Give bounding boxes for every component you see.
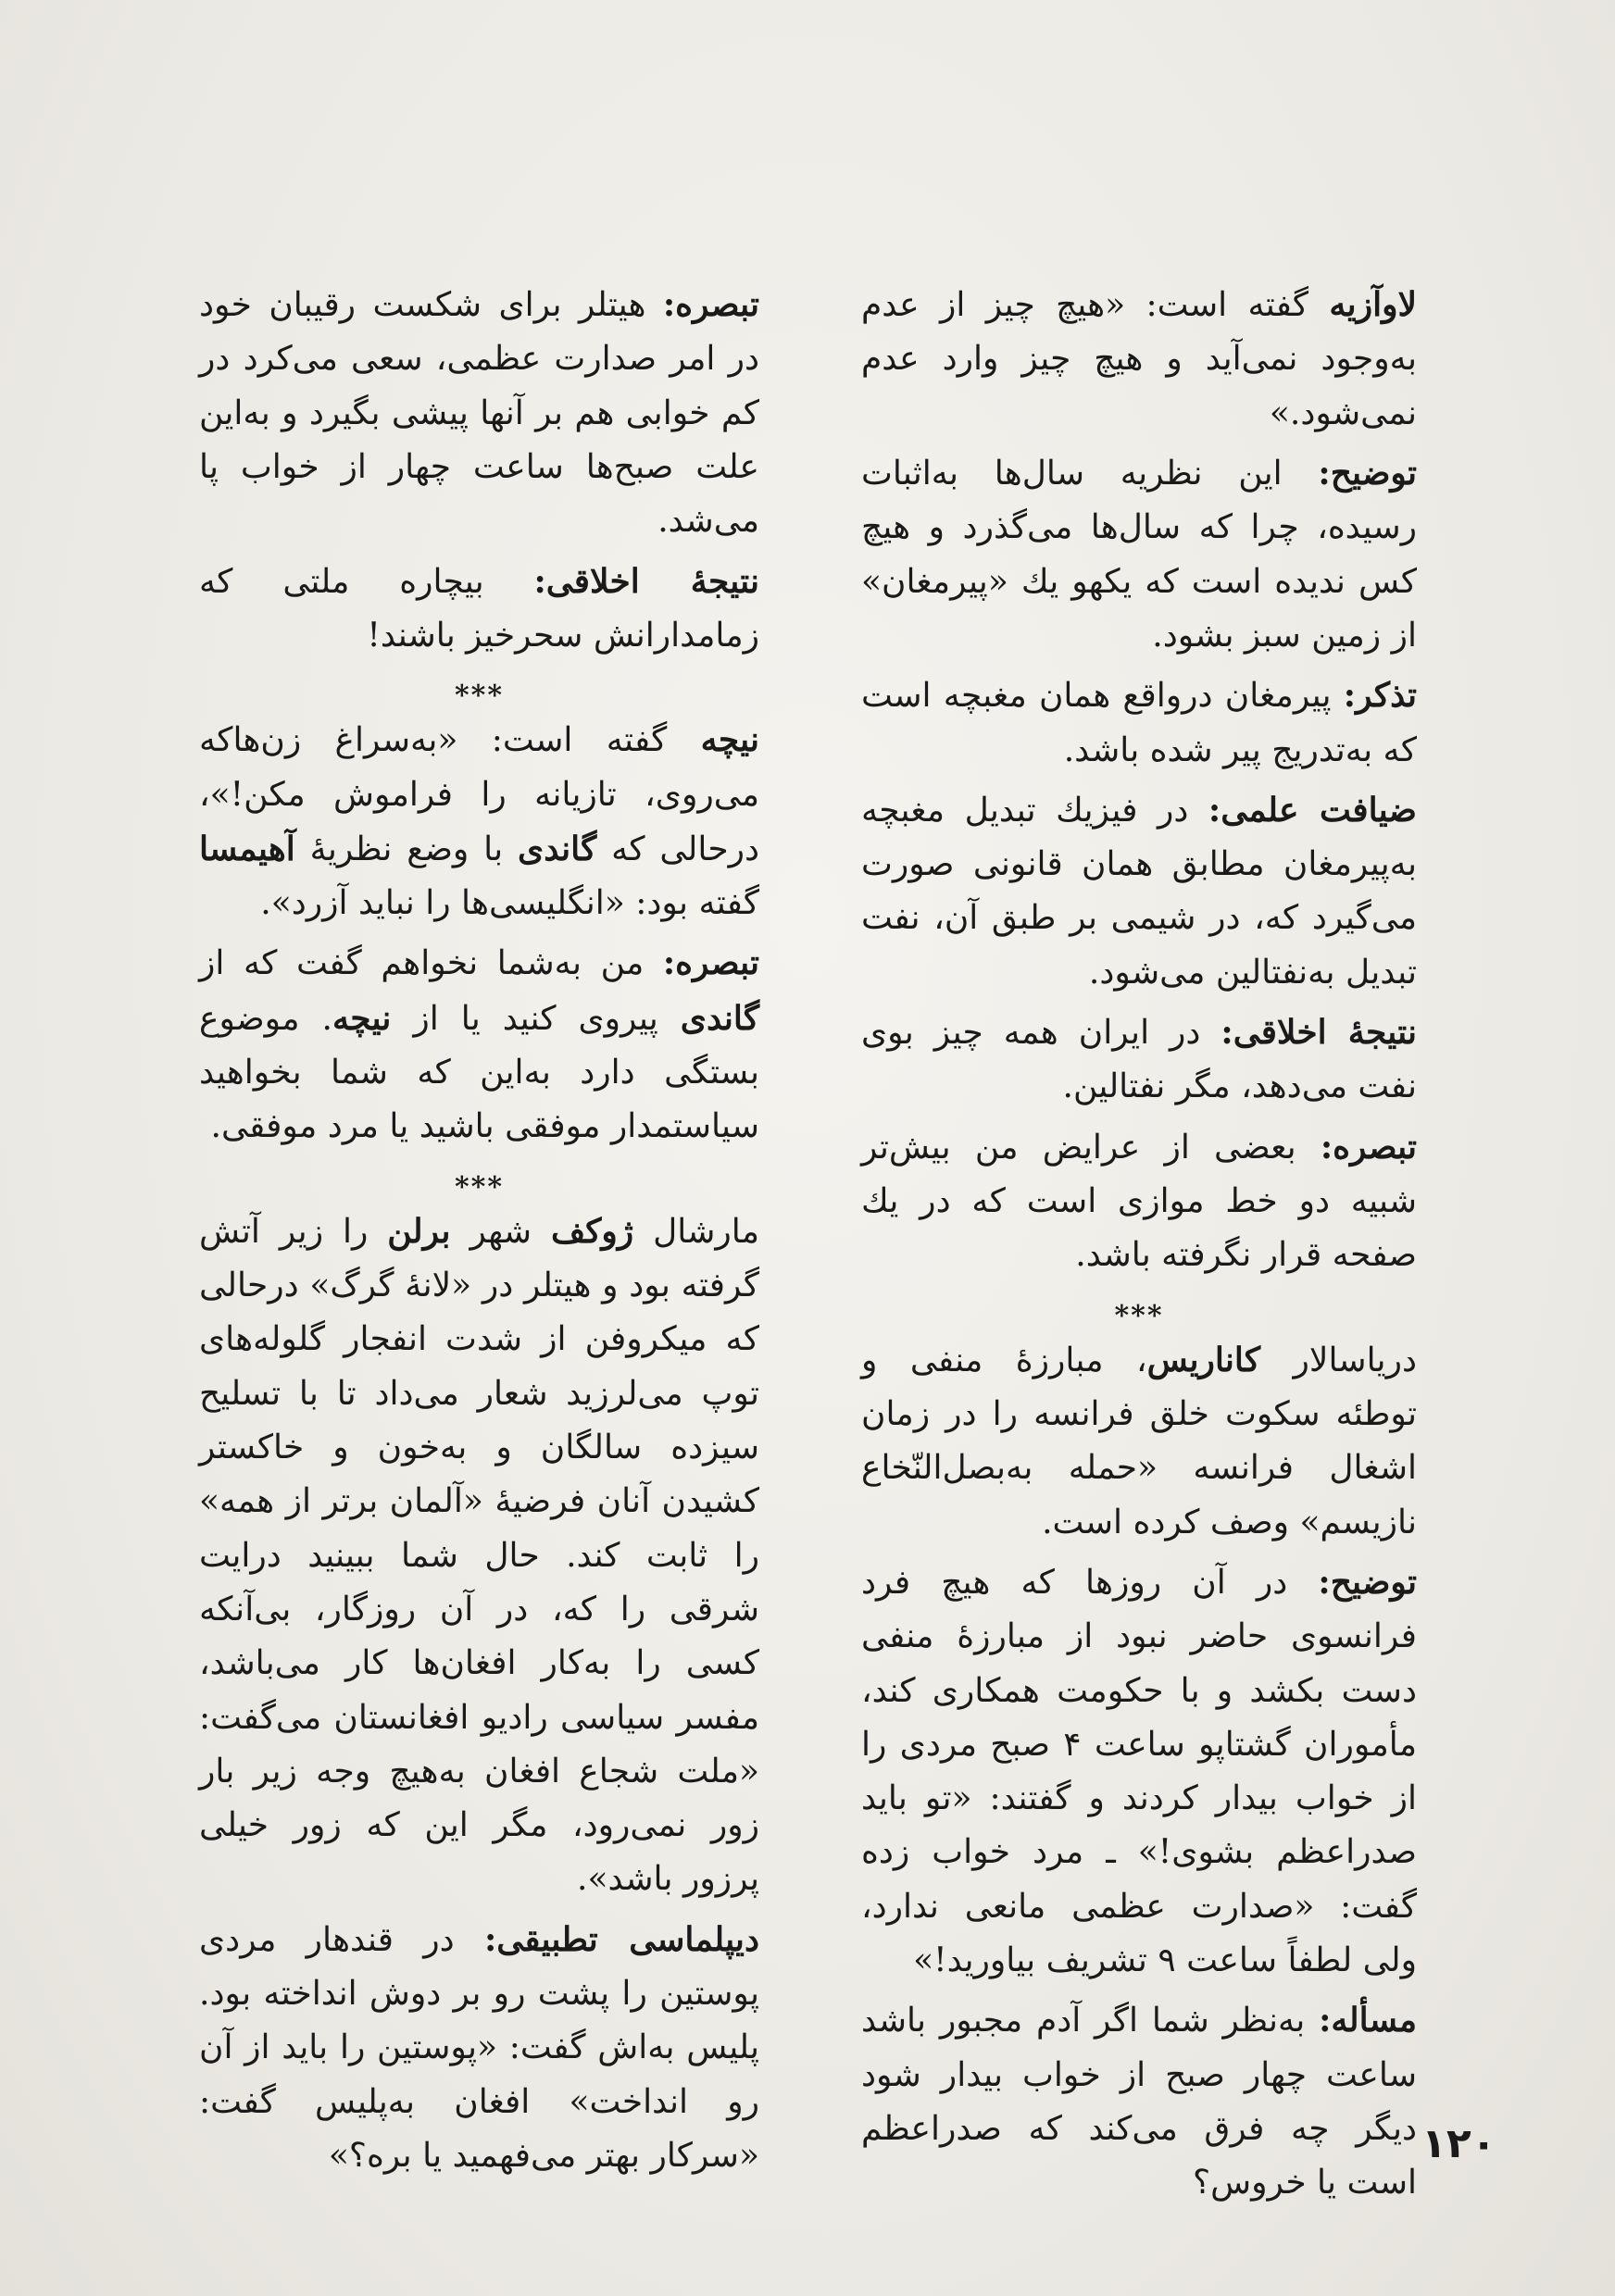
paragraph-text: پیرمغان درواقع همان مغبچه است که به‌تدریج پیر شده باشد.: [861, 677, 1417, 769]
paragraph: [199, 1913, 759, 2184]
term: تذکر:: [1343, 676, 1417, 716]
term: گاندی: [680, 998, 759, 1038]
paragraph: [861, 783, 1417, 1000]
paragraph-text: هیتلر برای شکست رقیبان خود در امر صدارت عظمی، سعی می‌کرد در کم خوابی هم بر آنها پیشی بگیرد و به‌این علت صبح‌ها ساعت چهار از خواب پا می‌شد.: [199, 286, 759, 541]
term: گاندی: [518, 829, 597, 868]
paragraph: [199, 278, 759, 549]
paragraph: [861, 1005, 1417, 1115]
term: نتیجهٔ اخلاقی:: [1221, 1013, 1417, 1053]
term: ژوکف: [550, 1211, 634, 1251]
term: تبصره:: [662, 943, 759, 983]
paragraph: [199, 555, 759, 664]
term: مسأله:: [1319, 2001, 1417, 2040]
paragraph-text: در آن روزها که هیچ فرد فرانسوی حاضر نبود از مبارزهٔ منفی دست بکشد و با حکومت همکاری کند، مأموران گشتاپو ساعت ۴ صبح مردی را از خواب بیدار کردند و گفتند: «تو باید صدراعظم بشوی!» ـ مرد خواب زده گفت: «صدارت عظمی مانعی ندارد، ولی لطفاً ساعت ۹ تشریف بیاورید!»: [861, 1563, 1418, 1980]
paragraph-text: بیچاره ملتی که زمامدارانش سحرخیز باشند!: [199, 562, 759, 655]
paragraph-text: گفته است: «هیچ چیز از عدم به‌وجود نمی‌آید و هیچ چیز وارد عدم نمی‌شود.»: [861, 286, 1417, 432]
term: نتیجهٔ اخلاقی:: [533, 561, 759, 601]
term: نیچه: [700, 720, 759, 760]
section-separator: ***: [1114, 1299, 1164, 1332]
term: آهیمسا: [199, 829, 295, 868]
paragraph-text: را زیر آتش گرفته بود و هیتلر در «لانهٔ گرگ» درحالی که میکروفن از شدت انفجار گلوله‌های توپ می‌لرزید شعار می‌داد تا با تسلیح سیزده سالگان و به‌خون و خاکستر کشیدن آنان فرضیهٔ «آلمان برتر از همه» را ثابت کند. حال شما ببینید درایت شرقی را که، در آن روزگار، بی‌آنکه کسی را به‌کار افغان‌ها کار می‌باشد، مفسر سیاسی رادیو افغانستان می‌گفت: «ملت شجاع افغان به‌هیچ وجه زیر بار زور نمی‌رود، مگر این که زور خیلی پرزور باشد».: [199, 1212, 759, 1899]
paragraph-text: در ایران همه چیز بوی نفت می‌دهد، مگر نفتالین.: [861, 1014, 1417, 1106]
page-number: ۱۲۰: [1421, 2120, 1496, 2167]
paragraph-text: ، مبارزهٔ منفی و توطئه سکوت خلق فرانسه را در زمان اشغال فرانسه «حمله به‌بصل‌النّخاع نازیسم» وصف کرده است.: [861, 1341, 1417, 1541]
paragraph-text: . موضوع بستگی دارد به‌این که شما بخواهید سیاستمدار موفقی باشید یا مرد موفقی.: [199, 999, 759, 1146]
paragraph-text: بعضی از عرایض من بیش‌تر شبیه دو خط موازی است که در یك صفحه قرار نگرفته باشد.: [861, 1128, 1417, 1275]
paragraph: [861, 1120, 1417, 1283]
term: تبصره:: [1320, 1127, 1417, 1167]
paragraph-text: در قندهار مردی پوستین را پشت رو بر دوش انداخته بود. پلیس به‌اش گفت: «پوستین را باید از آن رو انداخت» افغان به‌پلیس گفت: «سرکار بهتر می‌فهمید یا بره؟»: [199, 1920, 759, 2175]
paragraph-text: شهر: [450, 1212, 551, 1251]
paragraph-text: با وضع نظریهٔ: [294, 830, 519, 868]
term: توضیح:: [1318, 1562, 1417, 1602]
paragraph-text: این نظریه سال‌ها به‌اثبات رسیده، چرا که سال‌ها می‌گذرد و هیچ کس ندیده است که یکهو یك «پیرمغان» از زمین سبز بشود.: [861, 454, 1417, 655]
paragraph-text: دریاسالار: [1260, 1341, 1417, 1379]
paragraph-text: مارشال: [633, 1212, 759, 1251]
paragraph: [861, 668, 1417, 778]
left-column: [199, 278, 759, 2189]
paragraph: [861, 278, 1417, 441]
paragraph-text: به‌نظر شما اگر آدم مجبور باشد ساعت چهار صبح از خواب بیدار شود دیگر چه فرق می‌کند که صدراعظم است یا خروس؟: [861, 2002, 1417, 2202]
paragraph: [199, 1204, 759, 1907]
paragraph: [861, 1555, 1417, 1989]
paragraph: [861, 1993, 1417, 2210]
right-column: [861, 278, 1417, 2216]
paragraph-text: پیروی کنید یا از: [391, 999, 681, 1038]
term: توضیح:: [1318, 453, 1417, 493]
section-separator: ***: [454, 1170, 505, 1204]
paragraph-text: من به‌شما نخواهم گفت که از: [199, 944, 663, 983]
term: کاناریس: [1146, 1340, 1261, 1379]
paragraph: [861, 1333, 1417, 1550]
term: تبصره:: [662, 285, 759, 324]
paragraph: [861, 446, 1417, 663]
term: ضیافت علمی:: [1208, 790, 1417, 830]
paragraph-text: در فیزیك تبدیل مغبچه به‌پیرمغان مطابق همان قانونی صورت می‌گیرد که، در شیمی بر طبق آن، نفت تبدیل به‌نفتالین می‌شود.: [861, 791, 1417, 992]
paragraph-text: گفته بود: «انگلیسی‌ها را نباید آزرد».: [260, 884, 759, 923]
section-separator: ***: [454, 680, 505, 713]
term: برلن: [387, 1211, 451, 1251]
paragraph: [199, 936, 759, 1154]
paragraph: [199, 713, 759, 930]
term: نیچه: [332, 998, 392, 1038]
term: دیپلماسی تطبیقی:: [484, 1919, 759, 1959]
term: لاوآزیه: [1329, 285, 1417, 324]
paragraph-text: گفته است: «به‌سراغ زن‌هاکه می‌روی، تازیانه را فراموش مکن!»، درحالی که: [199, 721, 759, 868]
